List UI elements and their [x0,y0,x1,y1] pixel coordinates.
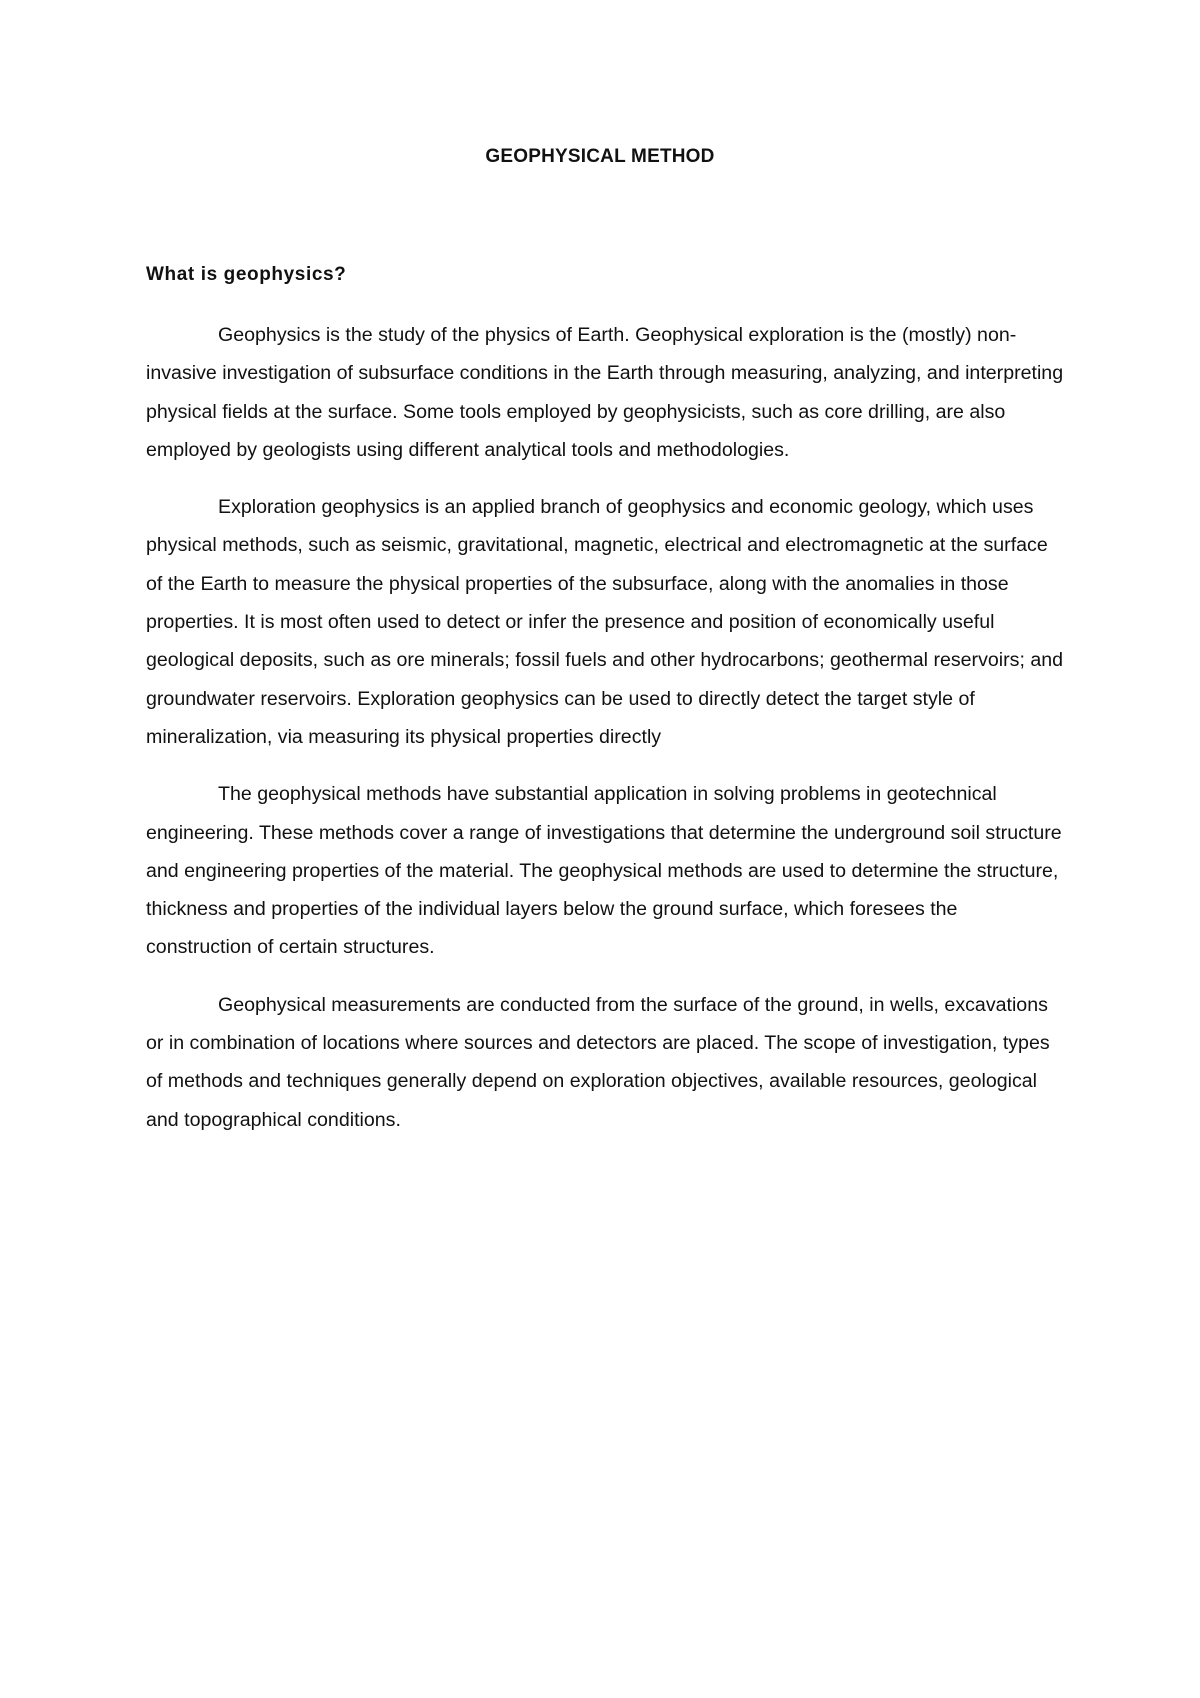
section-heading: What is geophysics? [146,264,347,285]
paragraph: The geophysical methods have substantial application in solving problems in geotechnical engineering. These methods cover a range of investigations that determine the underground soil structure and engineering properties of the material. The geophysical methods are used to determine the structure, thickness and properties of the individual layers below the ground surface, which foresees the construction of certain structures. [146,783,1062,959]
paragraph: Geophysical measurements are conducted from the surface of the ground, in wells, excavations or in combination of locations where sources and detectors are placed. The scope of investigation, types of methods and techniques generally depend on exploration objectives, available resources, geological and topographical conditions. [146,993,1050,1131]
paragraph: Geophysics is the study of the physics of Earth. Geophysical exploration is the (mostly) non-invasive investigation of subsurface conditions in the Earth through measuring, analyzing, and interpreting physical fields at the surface. Some tools employed by geophysicists, such as core drilling, are also employed by geologists using different analytical tools and methodologies. [146,324,1064,461]
document-title: GEOPHYSICAL METHOD [485,146,715,167]
body-text [146,316,1066,1158]
paragraph: Exploration geophysics is an applied branch of geophysics and economic geology, which uses physical methods, such as seismic, gravitational, magnetic, electrical and electromagnetic at the surface of the Earth to measure the physical properties of the subsurface, along with the anomalies in those properties. It is most often used to detect or infer the presence and position of economically useful geological deposits, such as ore minerals; fossil fuels and other hydrocarbons; geothermal reservoirs; and groundwater reservoirs. Exploration geophysics can be used to directly detect the target style of mineralization, via measuring its physical properties directly [146,496,1064,748]
